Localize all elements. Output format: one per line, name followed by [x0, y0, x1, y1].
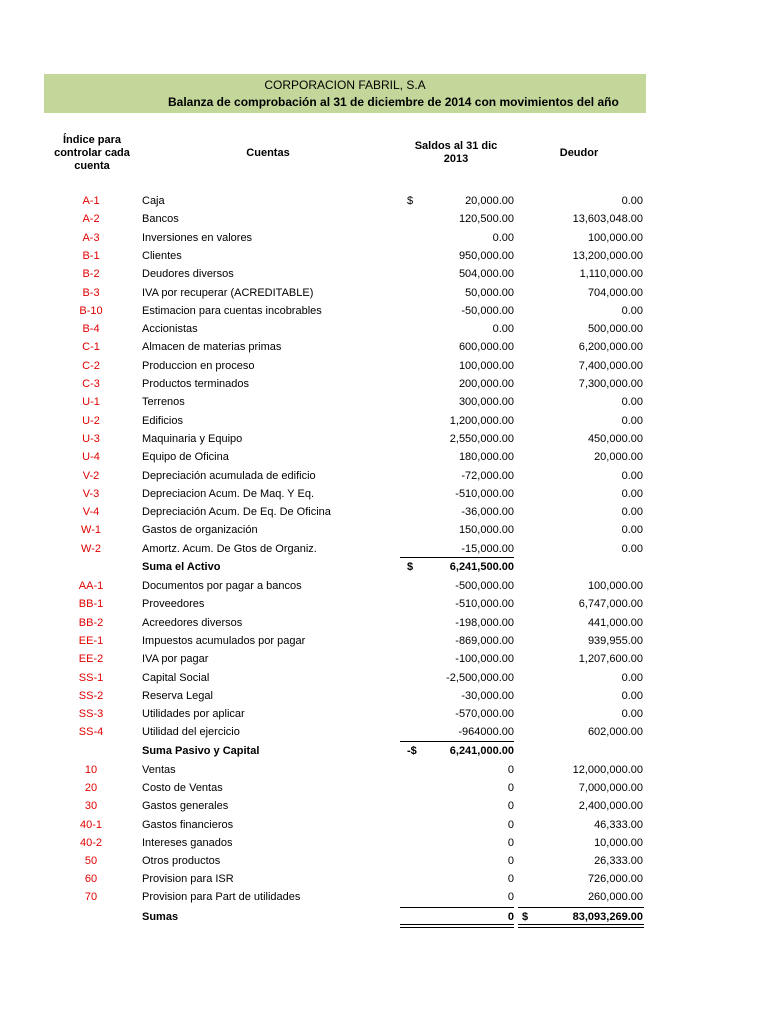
debit-amount: 1,110,000.00: [579, 268, 643, 281]
account-code: B-1: [82, 249, 100, 262]
balance-2013: 600,000.00: [458, 341, 514, 354]
account-name: Provision para ISR: [142, 873, 234, 886]
column-header-index: Índice para controlar cada cuenta: [54, 134, 130, 172]
account-name: Gastos generales: [142, 800, 229, 813]
debit-amount: 939,955.00: [587, 634, 643, 647]
grand-total-debit: 83,093,269.00: [572, 911, 643, 923]
balance-2013: 0: [507, 800, 514, 813]
balance-2013: 20,000.00: [465, 195, 514, 207]
column-header-cuentas: Cuentas: [246, 147, 290, 159]
table-row: [0, 247, 768, 265]
debit-amount: 6,747,000.00: [578, 598, 643, 611]
account-name: IVA por recuperar (ACREDITABLE): [142, 286, 314, 299]
account-name: Terrenos: [142, 396, 185, 409]
balance-2013: -15,000.00: [461, 542, 514, 555]
account-code: A-2: [82, 213, 100, 226]
account-name: Intereses ganados: [142, 836, 233, 849]
table-row: [0, 412, 768, 430]
balance-2013: -198,000.00: [455, 616, 514, 629]
account-code: 10: [84, 764, 98, 776]
table-row: [0, 467, 768, 485]
account-code: EE-2: [78, 653, 104, 666]
debit-amount: 0.00: [621, 414, 643, 427]
balance-2013: 0.00: [492, 323, 514, 336]
debit-amount: 0.00: [621, 396, 643, 409]
account-code: B-4: [82, 323, 100, 336]
account-code: C-2: [82, 359, 100, 372]
account-code: EE-1: [78, 634, 104, 647]
debit-amount: 726,000.00: [587, 873, 643, 886]
balance-2013: -510,000.00: [455, 487, 514, 500]
table-row: [0, 632, 768, 650]
account-code: AA-1: [78, 580, 104, 592]
title-banner: [44, 74, 646, 113]
account-name: Utilidades por aplicar: [142, 708, 245, 721]
currency-symbol: $: [407, 195, 414, 207]
balance-2013: 0: [507, 836, 514, 849]
account-code: 20: [84, 782, 98, 795]
debit-amount: 0.00: [621, 195, 643, 207]
account-name: Bancos: [142, 213, 179, 226]
subtotal-row: [0, 558, 768, 576]
balance-2013: 0: [507, 873, 514, 886]
balance-2013: 200,000.00: [458, 378, 514, 390]
balance-2013: 0.00: [492, 231, 514, 244]
debit-amount: 0.00: [621, 708, 643, 721]
table-row: [0, 192, 768, 210]
account-code: A-3: [82, 231, 100, 244]
account-name: Equipo de Oficina: [142, 451, 229, 464]
balance-2013: 0: [507, 764, 514, 776]
account-code: U-2: [82, 414, 100, 427]
debit-amount: 1,207,600.00: [578, 653, 643, 666]
debit-amount: 602,000.00: [587, 726, 643, 739]
balance-2013: 2,550,000.00: [449, 432, 514, 445]
table-row: [0, 338, 768, 356]
balance-2013: 504,000.00: [458, 268, 514, 281]
balance-2013: 6,241,000.00: [449, 745, 514, 757]
table-row: [0, 577, 768, 595]
account-code: W-2: [81, 542, 101, 555]
account-code: SS-4: [78, 726, 104, 739]
column-header-deudor: Deudor: [559, 147, 599, 159]
table-row: [0, 540, 768, 558]
debit-amount: 0.00: [621, 542, 643, 555]
account-name: Gastos de organización: [142, 524, 258, 537]
table-row: [0, 888, 768, 906]
debit-amount: 20,000.00: [594, 451, 643, 464]
balance-2013: 300,000.00: [458, 396, 514, 409]
account-name: Proveedores: [142, 598, 205, 611]
account-name: Documentos por pagar a bancos: [142, 580, 302, 592]
debit-amount: 100,000.00: [587, 231, 643, 244]
account-code: U-1: [82, 396, 100, 409]
account-name: Reserva Legal: [142, 689, 213, 702]
balance-2013: 100,000.00: [458, 359, 514, 372]
balance-2013: 150,000.00: [458, 524, 514, 537]
debit-amount: 0.00: [621, 689, 643, 702]
debit-amount: 500,000.00: [587, 323, 643, 336]
account-code: BB-2: [78, 616, 104, 629]
table-row: [0, 521, 768, 539]
account-code: BB-1: [78, 598, 104, 611]
account-name: Edificios: [142, 414, 183, 427]
table-row: [0, 503, 768, 521]
account-name: Deudores diversos: [142, 268, 234, 281]
account-name: Productos terminados: [142, 378, 249, 390]
account-code: V-4: [82, 506, 100, 519]
company-name: CORPORACION FABRIL, S.A: [264, 78, 426, 92]
table-row: [0, 210, 768, 228]
balance-2013: -570,000.00: [455, 708, 514, 721]
balance-2013: 950,000.00: [458, 249, 514, 262]
table-row: [0, 265, 768, 283]
subtotal-row: [0, 742, 768, 760]
table-row: [0, 485, 768, 503]
account-name: Capital Social: [142, 671, 210, 684]
debit-amount: 13,200,000.00: [572, 249, 643, 262]
account-name: Caja: [142, 195, 165, 207]
debit-amount: 0.00: [621, 304, 643, 317]
debit-amount: 7,000,000.00: [578, 782, 643, 795]
account-name: Almacen de materias primas: [142, 341, 282, 354]
balance-2013: 50,000.00: [465, 286, 514, 299]
table-row: [0, 448, 768, 466]
balance-2013: -964000.00: [458, 726, 514, 739]
debit-amount: 6,200,000.00: [578, 341, 643, 354]
balance-2013: 120,500.00: [458, 213, 514, 226]
balance-2013: -30,000.00: [461, 689, 514, 702]
table-row: [0, 816, 768, 834]
table-row: [0, 705, 768, 723]
balance-2013: -500,000.00: [455, 580, 514, 592]
account-code: C-1: [82, 341, 100, 354]
column-header-saldos: Saldos al 31 dic 2013: [414, 140, 498, 165]
account-code: V-3: [82, 487, 100, 500]
account-code: B-2: [82, 268, 100, 281]
account-code: B-10: [79, 304, 103, 317]
debit-amount: 704,000.00: [587, 286, 643, 299]
table-row: [0, 614, 768, 632]
account-name: IVA por pagar: [142, 653, 209, 666]
balance-2013: 1,200,000.00: [449, 414, 514, 427]
debit-amount: 13,603,048.00: [572, 213, 643, 226]
table-row: [0, 723, 768, 741]
account-name: Gastos financieros: [142, 818, 234, 831]
account-code: SS-2: [78, 689, 104, 702]
grand-total-currency: $: [522, 911, 529, 923]
account-code: C-3: [82, 378, 100, 390]
account-name: Impuestos acumulados por pagar: [142, 634, 306, 647]
table-row: [0, 375, 768, 393]
balance-2013: -869,000.00: [455, 634, 514, 647]
debit-amount: 26,333.00: [594, 855, 643, 867]
account-name: Maquinaria y Equipo: [142, 432, 243, 445]
account-name: Ventas: [142, 764, 176, 776]
table-row: [0, 284, 768, 302]
table-row: [0, 687, 768, 705]
balance-2013: 0: [507, 855, 514, 867]
debit-amount: 0.00: [621, 506, 643, 519]
account-name: Costo de Ventas: [142, 782, 223, 795]
table-row: [0, 393, 768, 411]
debit-amount: 0.00: [621, 524, 643, 537]
debit-amount: 12,000,000.00: [572, 764, 643, 776]
account-name: Suma Pasivo y Capital: [142, 745, 260, 757]
grand-total-label: Sumas: [142, 911, 179, 923]
grand-total-balance: 0: [507, 911, 514, 923]
account-code: SS-1: [78, 671, 104, 684]
balance-2013: 0: [507, 891, 514, 904]
table-row: [0, 761, 768, 779]
account-code: V-2: [82, 469, 100, 482]
account-name: Amortz. Acum. De Gtos de Organiz.: [142, 542, 317, 555]
account-code: 30: [84, 800, 98, 813]
debit-amount: 2,400,000.00: [578, 800, 643, 813]
balance-2013: 0: [507, 818, 514, 831]
table-row: [0, 797, 768, 815]
account-name: Depreciación Acum. De Eq. De Oficina: [142, 506, 331, 519]
account-name: Accionistas: [142, 323, 198, 336]
table-row: [0, 669, 768, 687]
debit-amount: 260,000.00: [587, 891, 643, 904]
subtotal-line-activo: [400, 557, 514, 558]
balance-2013: 0: [507, 782, 514, 795]
account-code: 60: [84, 873, 98, 886]
table-row: [0, 852, 768, 870]
debit-amount: 0.00: [621, 469, 643, 482]
account-code: SS-3: [78, 708, 104, 721]
grand-total-row: [0, 908, 768, 926]
report-subtitle: Balanza de comprobación al 31 de diciembre de 2014 con movimientos del año: [168, 95, 619, 109]
table-row: [0, 430, 768, 448]
account-name: Inversiones en valores: [142, 231, 253, 244]
table-row: [0, 229, 768, 247]
table-row: [0, 779, 768, 797]
balance-2013: -72,000.00: [461, 469, 514, 482]
balance-2013: -2,500,000.00: [446, 671, 514, 684]
table-row: [0, 650, 768, 668]
table-row: [0, 357, 768, 375]
account-name: Acreedores diversos: [142, 616, 243, 629]
debit-amount: 441,000.00: [587, 616, 643, 629]
account-code: U-3: [82, 432, 100, 445]
account-code: 70: [84, 891, 98, 904]
currency-symbol: $: [407, 561, 414, 573]
table-row: [0, 870, 768, 888]
account-code: 40-1: [79, 818, 103, 831]
account-name: Otros productos: [142, 855, 221, 867]
table-row: [0, 302, 768, 320]
balance-2013: -510,000.00: [455, 598, 514, 611]
balance-2013: 6,241,500.00: [449, 561, 514, 573]
account-code: B-3: [82, 286, 100, 299]
balance-2013: -36,000.00: [461, 506, 514, 519]
debit-amount: 7,400,000.00: [578, 359, 643, 372]
account-name: Produccion en proceso: [142, 359, 255, 372]
table-row: [0, 834, 768, 852]
debit-amount: 7,300,000.00: [578, 378, 643, 390]
account-code: 50: [84, 855, 98, 867]
debit-amount: 10,000.00: [594, 836, 643, 849]
account-code: A-1: [82, 195, 100, 207]
account-name: Depreciación acumulada de edificio: [142, 469, 316, 482]
balance-2013: -50,000.00: [461, 304, 514, 317]
account-name: Utilidad del ejercicio: [142, 726, 240, 739]
account-name: Suma el Activo: [142, 561, 221, 573]
debit-amount: 100,000.00: [587, 580, 643, 592]
debit-amount: 0.00: [621, 671, 643, 684]
account-code: 40-2: [79, 836, 103, 849]
account-name: Provision para Part de utilidades: [142, 891, 301, 904]
debit-amount: 450,000.00: [587, 432, 643, 445]
account-code: U-4: [82, 451, 100, 464]
debit-amount: 46,333.00: [594, 818, 643, 831]
account-name: Estimacion para cuentas incobrables: [142, 304, 322, 317]
account-code: W-1: [81, 524, 101, 537]
subtotal-line-pasivo: [400, 741, 514, 742]
table-row: [0, 595, 768, 613]
debit-amount: 0.00: [621, 487, 643, 500]
balance-2013: -100,000.00: [455, 653, 514, 666]
balance-2013: 180,000.00: [458, 451, 514, 464]
currency-symbol: -$: [407, 745, 417, 757]
table-row: [0, 320, 768, 338]
account-name: Clientes: [142, 249, 182, 262]
account-name: Depreciacion Acum. De Maq. Y Eq.: [142, 487, 315, 500]
